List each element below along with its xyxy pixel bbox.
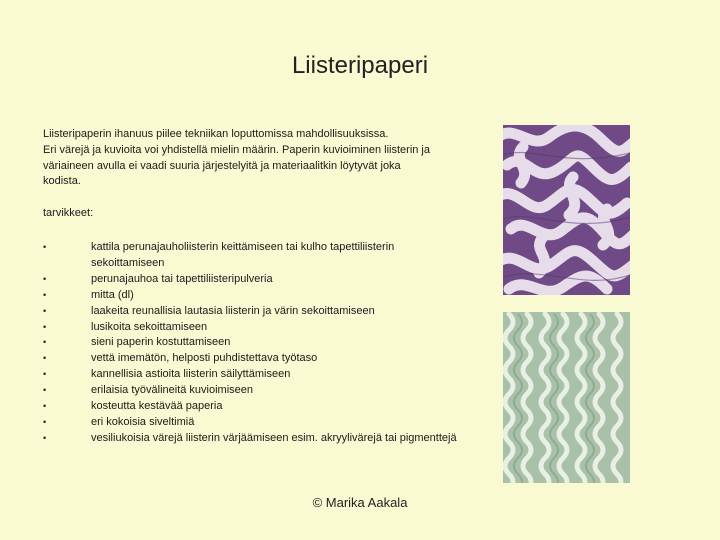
intro-paragraph (43, 127, 473, 190)
list-item-text: laakeita reunallisia lautasia liisterin ja värin sekoittamiseen (91, 304, 375, 317)
green-wavy-paper-image (503, 312, 630, 483)
bullet: • (43, 305, 47, 316)
bullet: • (43, 369, 47, 380)
list-item-text: lusikoita sekoittamiseen (91, 320, 208, 333)
intro-line: väriaineen avulla ei vaadi suuria järjestelyitä ja materiaalitkin löytyvät joka (43, 159, 401, 172)
purple-marbled-paper-image (503, 125, 630, 295)
copyright-footer: © Marika Aakala (312, 495, 408, 510)
list-item-text: eri kokoisia siveltimiä (91, 415, 195, 428)
list-item (43, 415, 463, 431)
list-item (43, 383, 463, 399)
list-item (43, 399, 463, 415)
list-item-text: perunajauhoa tai tapettiliisteripulveria (91, 272, 273, 285)
list-item-text: kosteutta kestävää paperia (91, 400, 223, 413)
list-item (43, 320, 463, 336)
bullet: • (43, 289, 47, 300)
list-item (43, 288, 463, 304)
bullet: • (43, 337, 47, 348)
bullet: • (43, 353, 47, 364)
list-item (43, 351, 463, 367)
list-item (43, 367, 463, 383)
intro-line: Eri värejä ja kuvioita voi yhdistellä mielin määrin. Paperin kuvioiminen liisterin ja (43, 143, 430, 156)
bullet: • (43, 385, 47, 396)
bullet: • (43, 321, 47, 332)
supplies-list (43, 240, 463, 447)
bullet: • (43, 242, 47, 252)
bullet: • (43, 273, 47, 284)
intro-line: kodista. (43, 175, 81, 188)
supplies-label: tarvikkeet: (43, 207, 94, 219)
intro-line: Liisteripaperin ihanuus piilee tekniikan loputtomissa mahdollisuuksissa. (43, 128, 389, 140)
slide-title: Liisteripaperi (291, 52, 429, 79)
list-item (43, 304, 463, 320)
list-item (43, 272, 463, 288)
bullet: • (43, 432, 47, 443)
list-item-text: mitta (dl) (91, 288, 134, 301)
bullet: • (43, 401, 47, 412)
list-item-text: kannellisia astioita liisterin säilyttämiseen (91, 368, 291, 381)
list-item (43, 240, 463, 272)
list-item-text: kattila perunajauholiisterin keittämiseen tai kulho tapettiliisterin sekoittamiseen (91, 241, 395, 269)
bullet: • (43, 416, 47, 427)
list-item-text: vettä imemätön, helposti puhdistettava työtaso (91, 352, 318, 365)
list-item (43, 335, 463, 351)
list-item (43, 431, 463, 447)
list-item-text: vesiliukoisia värejä liisterin värjäämiseen esim. akryylivärejä tai pigmenttejä (91, 431, 457, 444)
list-item-text: erilaisia työvälineitä kuvioimiseen (91, 384, 254, 397)
list-item-text: sieni paperin kostuttamiseen (91, 336, 231, 349)
